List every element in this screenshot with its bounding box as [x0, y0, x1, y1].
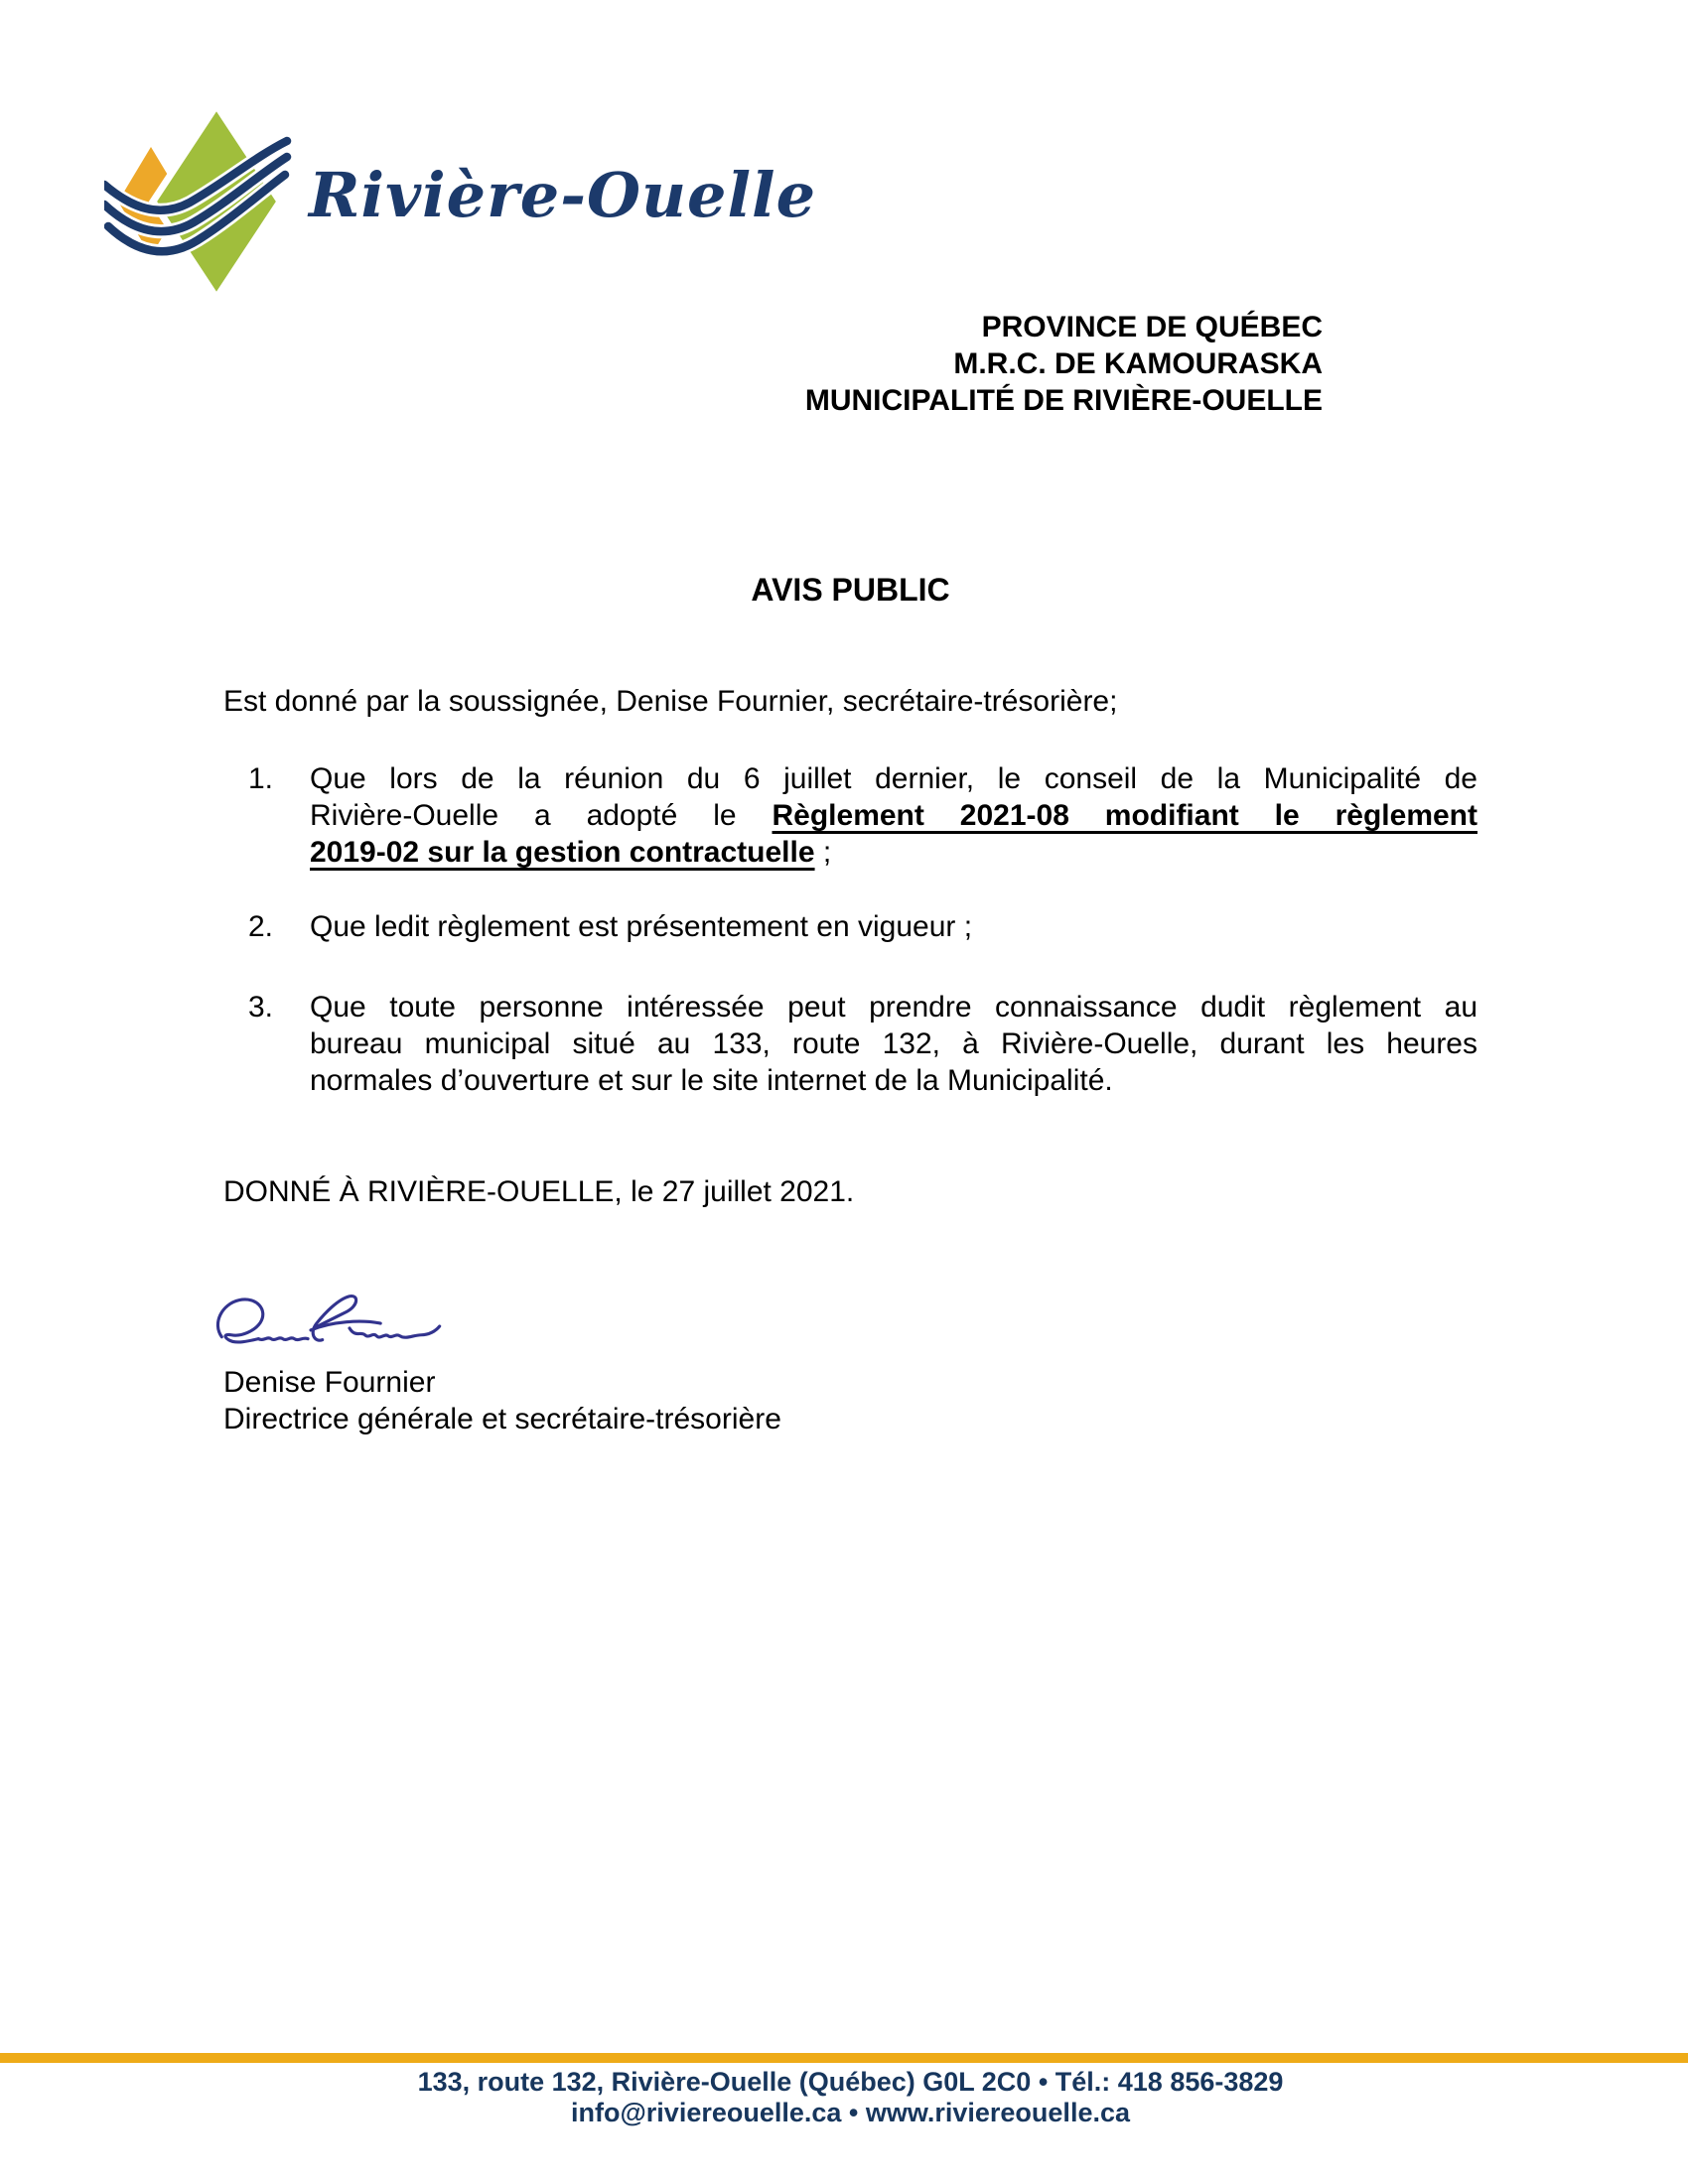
logo-wordmark: Rivière-Ouelle [309, 158, 817, 231]
text-line [310, 797, 1477, 834]
header-line-municipality: MUNICIPALITÉ DE RIVIÈRE-OUELLE [804, 384, 1323, 417]
text-line [310, 1025, 1477, 1062]
header-line-mrc: M.R.C. DE KAMOURASKA [953, 347, 1323, 380]
signatory-role: Directrice générale et secrétaire-trésorière [223, 1403, 781, 1435]
text-segment: bureau municipal situé au 133, route 132, à Rivière-Ouelle, durant les heures [310, 1027, 1477, 1060]
page-title: AVIS PUBLIC [751, 572, 950, 608]
list-item-1 [248, 760, 1477, 871]
government-header [805, 309, 1323, 419]
list-number-1: 1. [248, 762, 274, 795]
text-segment: Rivière-Ouelle a adopté le [310, 799, 773, 832]
text-segment: Que toute personne intéressée peut prendre connaissance dudit règlement au [310, 991, 1477, 1024]
handwritten-signature [213, 1287, 447, 1364]
text-line [310, 989, 1477, 1025]
text-segment: normales d’ouverture et sur le site internet de la Municipalité. [310, 1064, 1113, 1097]
text-line [310, 1062, 1477, 1099]
text-segment: Que lors de la réunion du 6 juillet dernier, le conseil de la Municipalité de [310, 762, 1477, 795]
text-line [310, 760, 1477, 797]
footer-contact: info@riviereouelle.ca • www.riviereouelle.ca [570, 2098, 1130, 2127]
list-number-3: 3. [248, 991, 274, 1024]
intro-paragraph: Est donné par la soussignée, Denise Fournier, secrétaire-trésorière; [223, 685, 1118, 718]
list-item-1-body [310, 760, 1477, 871]
list-item-2-body [310, 908, 1477, 945]
list-number-2: 2. [248, 910, 274, 943]
list-item-3 [248, 989, 1477, 1099]
footer-address: 133, route 132, Rivière-Ouelle (Québec) G0L 2C0 • Tél.: 418 856-3829 [417, 2067, 1284, 2097]
signatory-name: Denise Fournier [223, 1366, 436, 1399]
header-line-province: PROVINCE DE QUÉBEC [981, 311, 1323, 343]
logo [104, 97, 816, 306]
footer-gold-bar [0, 2053, 1688, 2063]
text-segment: Que ledit règlement est présentement en vigueur ; [310, 910, 973, 943]
list-item-3-body [310, 989, 1477, 1099]
regulation-reference-bold: 2019-02 sur la gestion contractuelle [310, 836, 815, 869]
regulation-reference-bold: Règlement 2021-08 modifiant le règlement [772, 799, 1477, 832]
text-line [310, 834, 1477, 871]
dateline: DONNÉ À RIVIÈRE-OUELLE, le 27 juillet 2021. [223, 1175, 855, 1208]
riviere-ouelle-logo-icon [104, 97, 293, 306]
list-item-2 [248, 908, 1477, 945]
text-segment: ; [814, 836, 832, 869]
text-line [310, 908, 1477, 945]
